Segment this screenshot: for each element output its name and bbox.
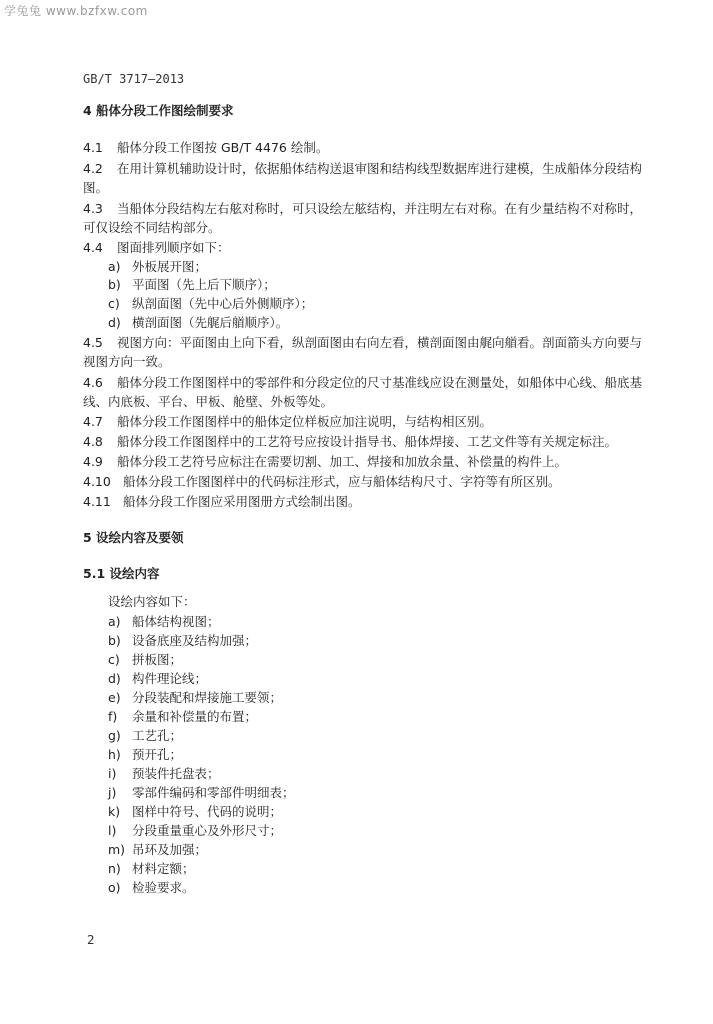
list-item — [108, 315, 288, 331]
list-item — [108, 804, 282, 820]
page-number: 2 — [87, 933, 95, 947]
clause-number: 4.5 — [83, 335, 103, 350]
list-text: 平面图（先上后下顺序）； — [132, 277, 276, 292]
clause-4-4 — [83, 240, 230, 256]
list-item — [108, 652, 182, 668]
list-marker: b) — [108, 633, 121, 648]
clause-text: 船体分段工作图图样中的船体定位样板应加注说明，与结构相区别。 — [117, 414, 493, 429]
list-text: 预装件托盘表； — [132, 766, 220, 781]
list-marker: d) — [108, 671, 121, 686]
clause-text: 在用计算机辅助设计时，依据船体结构送退审图和结构线型数据库进行建模，生成船体分段结构 — [117, 161, 643, 176]
list-marker: g) — [108, 728, 121, 743]
clause-4-10 — [83, 474, 561, 490]
list-text: 材料定额； — [132, 861, 195, 876]
list-item — [108, 766, 220, 782]
list-text: 余量和补偿量的布置； — [132, 709, 258, 724]
list-text: 零部件编码和零部件明细表； — [132, 785, 295, 800]
list-marker: n) — [108, 861, 121, 876]
clause-4-1 — [83, 140, 328, 156]
clause-4-7 — [83, 414, 492, 430]
list-marker: a) — [108, 259, 121, 274]
list-item — [108, 823, 282, 839]
list-text: 预开孔； — [132, 747, 183, 762]
list-item — [108, 296, 313, 312]
list-marker: o) — [108, 880, 121, 895]
list-marker: a) — [108, 614, 121, 629]
clause-4-2 — [83, 161, 642, 177]
clause-number: 4.1 — [83, 140, 103, 155]
clause-number: 4.2 — [83, 161, 103, 176]
clause-text: 船体分段工作图图样中的零部件和分段定位的尺寸基准线应设在测量处，如船体中心线、船底基 — [117, 375, 643, 390]
section-5-intro: 设绘内容如下： — [108, 594, 196, 609]
section-5-heading: 5 设绘内容及要领 — [83, 530, 184, 545]
list-text: 分段装配和焊接施工要领； — [132, 690, 283, 705]
list-marker: c) — [108, 652, 120, 667]
list-marker: e) — [108, 690, 121, 705]
list-item — [108, 690, 282, 706]
watermark-text: 学兔兔 www.bzfxw.com — [4, 4, 148, 18]
clause-text: 当船体分段结构左右舷对称时，可只设绘左舷结构，并注明左右对称。在有少量结构不对称时， — [117, 201, 643, 216]
list-item — [108, 709, 257, 725]
clause-4-3-continued: 可仅设绘不同结构部分。 — [83, 220, 221, 235]
clause-number: 4.4 — [83, 240, 103, 255]
list-item — [108, 671, 207, 687]
list-marker: f) — [108, 709, 118, 724]
clause-4-5 — [83, 335, 642, 351]
clause-4-3 — [83, 201, 642, 217]
clause-text: 图面排列顺序如下： — [117, 240, 230, 255]
list-text: 纵剖面图（先中心后外侧顺序）； — [132, 296, 314, 311]
clause-number: 4.8 — [83, 434, 103, 449]
list-text: 检验要求。 — [132, 880, 195, 895]
clause-4-11 — [83, 494, 361, 510]
clause-text: 船体分段工艺符号应标注在需要切割、加工、焊接和加放余量、补偿量的构件上。 — [117, 454, 568, 469]
list-item — [108, 842, 207, 858]
clause-text: 视图方向：平面图由上向下看，纵剖面图由右向左看，横剖面图由艉向艏看。剖面箭头方向要与 — [117, 335, 643, 350]
list-text: 设备底座及结构加强； — [132, 633, 258, 648]
list-marker: d) — [108, 315, 121, 330]
clause-4-2-continued: 图。 — [83, 180, 109, 195]
clause-text: 船体分段工作图图样中的工艺符号应按设计指导书、船体焊接、工艺文件等有关规定标注。 — [117, 434, 618, 449]
clause-4-6 — [83, 375, 642, 391]
list-item — [108, 259, 207, 275]
clause-text: 船体分段工作图按 GB/T 4476 绘制。 — [117, 140, 329, 155]
list-text: 构件理论线； — [132, 671, 208, 686]
clause-4-8 — [83, 434, 617, 450]
list-marker: b) — [108, 277, 121, 292]
subsection-5-1-heading: 5.1 设绘内容 — [83, 566, 160, 581]
list-item — [108, 277, 276, 293]
clause-text: 船体分段工作图应采用图册方式绘制出图。 — [123, 494, 361, 509]
clause-number: 4.10 — [83, 474, 111, 489]
list-marker: k) — [108, 804, 121, 819]
list-item — [108, 747, 182, 763]
list-marker: j) — [108, 785, 117, 800]
list-item — [108, 785, 295, 801]
section-4-heading: 4 船体分段工作图绘制要求 — [83, 103, 234, 118]
list-marker: l) — [108, 823, 117, 838]
clause-4-6-continued: 线、内底板、平台、甲板、舱壁、外板等处。 — [83, 394, 334, 409]
list-text: 工艺孔； — [132, 728, 183, 743]
list-item — [108, 614, 220, 630]
clause-number: 4.3 — [83, 201, 103, 216]
list-text: 拼板图； — [132, 652, 183, 667]
list-text: 吊环及加强； — [132, 842, 208, 857]
clause-4-5-continued: 视图方向一致。 — [83, 354, 171, 369]
list-marker: m) — [108, 842, 126, 857]
list-marker: i) — [108, 766, 117, 781]
list-item — [108, 880, 195, 896]
clause-text: 船体分段工作图图样中的代码标注形式，应与船体结构尺寸、字符等有所区别。 — [123, 474, 561, 489]
clause-number: 4.9 — [83, 454, 103, 469]
standard-code-header: GB/T 3717—2013 — [83, 72, 185, 86]
list-marker: c) — [108, 296, 120, 311]
list-item — [108, 728, 182, 744]
clause-number: 4.6 — [83, 375, 103, 390]
list-text: 船体结构视图； — [132, 614, 220, 629]
clause-number: 4.11 — [83, 494, 111, 509]
list-text: 横剖面图（先艉后艏顺序）。 — [132, 315, 289, 330]
list-text: 图样中符号、代码的说明； — [132, 804, 283, 819]
clause-number: 4.7 — [83, 414, 103, 429]
list-text: 分段重量重心及外形尺寸； — [132, 823, 283, 838]
list-text: 外板展开图； — [132, 259, 208, 274]
clause-4-9 — [83, 454, 567, 470]
list-item — [108, 861, 195, 877]
list-marker: h) — [108, 747, 121, 762]
list-item — [108, 633, 257, 649]
